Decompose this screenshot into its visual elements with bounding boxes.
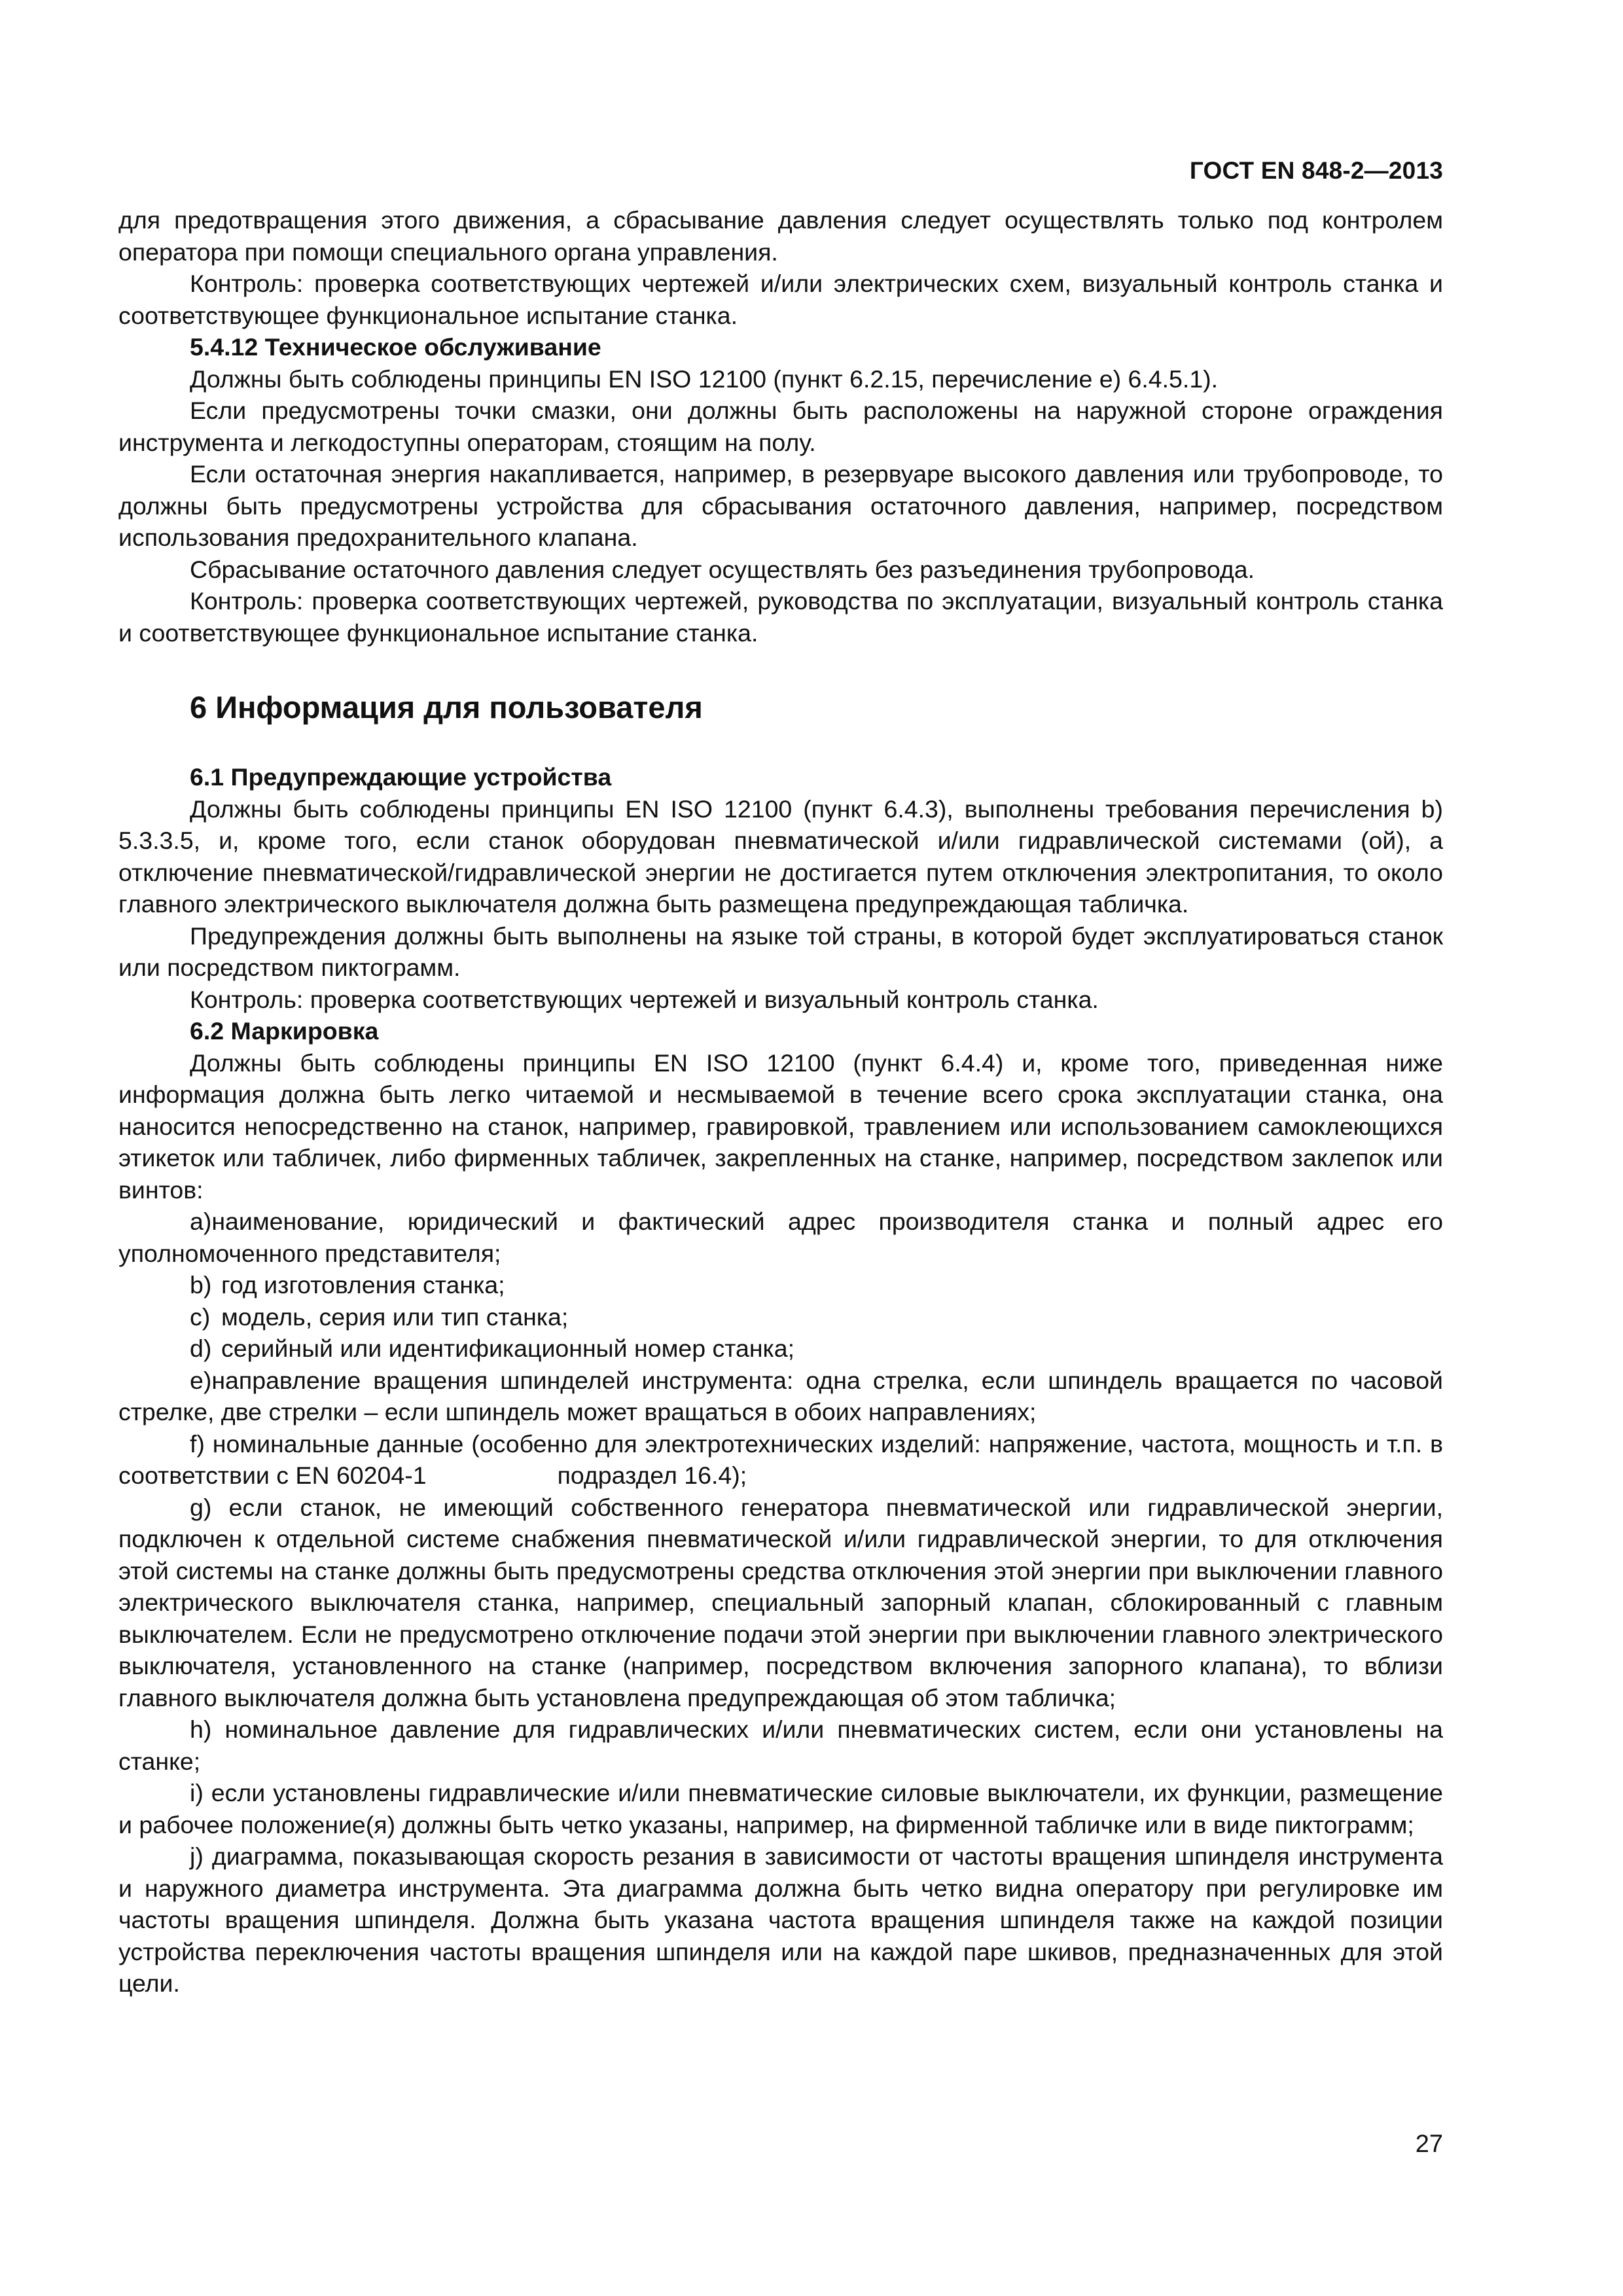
list-marker: e) bbox=[190, 1366, 212, 1394]
list-item-d bbox=[118, 1333, 1443, 1365]
list-marker: c) bbox=[190, 1302, 211, 1331]
paragraph: Должны быть соблюдены принципы EN ISO 12100 (пункт 6.4.4) и, кроме того, приведенная ниже информация должна быть легко читаемой и несмываемой в течение всего срока эксплуатации станка, она наносится непосредственно на станок, например, гравировкой, травлением или использованием самоклеющихся этикеток или табличек, либо фирменных табличек, закрепленных на станке, например, посредством заклепок или винтов: bbox=[118, 1049, 1443, 1204]
page-number: 27 bbox=[1415, 2130, 1443, 2158]
paragraph: Если предусмотрены точки смазки, они должны быть расположены на наружной стороне ограждения инструмента и легкодоступны операторам, стоящим на полу. bbox=[118, 397, 1443, 456]
subsection-heading-6-1: 6.1 Предупреждающие устройства bbox=[190, 763, 612, 791]
list-item-h: h) номинальное давление для гидравлических и/или пневматических систем, если они установлены на станке; bbox=[118, 1715, 1443, 1775]
paragraph: Сбрасывание остаточного давления следует осуществлять без разъединения трубопровода. bbox=[190, 555, 1255, 583]
paragraph: Если остаточная энергия накапливается, например, в резервуаре высокого давления или трубопроводе, то должны быть предусмотрены устройства для сбрасывания остаточного давления, например, посредством использования предохранительного клапана. bbox=[118, 460, 1443, 551]
list-item-g: g) если станок, не имеющий собственного генератора пневматической или гидравлической энергии, подключен к отдельной системе снабжения пневматической и/или гидравлической энергии, то для отключения этой системы на станке должны быть предусмотрены средства отключения этой энергии при выключении главного электрического выключателя станка, например, специальный запорный клапан, сблокированный с главным выключателем. Если не предусмотрено отключение подачи этой энергии при выключении главного электрического выключателя, установленного на станке (например, посредством включения запорного клапана), то вблизи главного выключателя должна быть установлена предупреждающая об этом табличка; bbox=[118, 1493, 1443, 1712]
list-marker: a) bbox=[190, 1208, 212, 1235]
document-code: ГОСТ EN 848-2—2013 bbox=[1189, 157, 1443, 184]
list-item-text: наименование, юридический и фактический адрес производителя станка и полный адрес его уполномоченного представителя; bbox=[118, 1208, 1443, 1267]
page-body bbox=[118, 204, 1443, 2000]
paragraph: для предотвращения этого движения, а сбрасывание давления следует осуществлять только под контролем оператора при помощи специального органа управления. bbox=[118, 206, 1443, 266]
paragraph: Должны быть соблюдены принципы EN ISO 12100 (пункт 6.2.15, перечисление е) 6.4.5.1). bbox=[190, 365, 1219, 393]
list-item-a bbox=[118, 1206, 1443, 1269]
list-item-e bbox=[118, 1365, 1443, 1428]
subsection-heading-5-4-12: 5.4.12 Техническое обслуживание bbox=[190, 333, 601, 361]
list-item-text: серийный или идентификационный номер станка; bbox=[221, 1335, 795, 1362]
paragraph: Должны быть соблюдены принципы EN ISO 12100 (пункт 6.4.3), выполнены требования перечисления b) 5.3.3.5, и, кроме того, если станок оборудован пневматической и/или гидравлической системами (ой), а отключение пневматической/гидравлической энергии не достигается путем отключения электропитания, то около главного электрического выключателя должна быть размещена предупреждающая табличка. bbox=[118, 795, 1443, 918]
list-item-text: направление вращения шпинделей инструмента: одна стрелка, если шпиндель вращается по часовой стрелке, две стрелки – если шпиндель может вращаться в обоих направлениях; bbox=[118, 1366, 1443, 1426]
list-marker: b) bbox=[190, 1271, 212, 1299]
list-item-j: j) диаграмма, показывающая скорость резания в зависимости от частоты вращения шпинделя инструмента и наружного диаметра инструмента. Эта диаграмма должна быть четко видна оператору при регулировке им частоты вращения шпинделя. Должна быть указана частота вращения шпинделя также на каждой позиции устройства переключения частоты вращения шпинделя или на каждой паре шкивов, предназначенных для этой цели. bbox=[118, 1842, 1443, 1997]
subsection-heading-6-2: 6.2 Маркировка bbox=[190, 1017, 379, 1045]
paragraph: Предупреждения должны быть выполнены на языке той страны, в которой будет эксплуатироваться станок или посредством пиктограмм. bbox=[118, 922, 1443, 981]
paragraph: Контроль: проверка соответствующих чертежей, руководства по эксплуатации, визуальный контроль станка и соответствующее функциональное испытание станка. bbox=[118, 587, 1443, 647]
list-marker: d) bbox=[190, 1335, 212, 1362]
list-item-text: модель, серия или тип станка; bbox=[221, 1302, 569, 1331]
paragraph: Контроль: проверка соответствующих чертежей и визуальный контроль станка. bbox=[190, 985, 1099, 1013]
list-item-b bbox=[118, 1269, 1443, 1301]
list-item-f bbox=[118, 1428, 1443, 1492]
list-item-text: f) номинальные данные (особенно для электротехнических изделий: напряжение, частота, мощность и т.п. в соответствии с EN 60204-1 bbox=[118, 1429, 1443, 1489]
list-item-c bbox=[118, 1301, 1443, 1333]
section-heading-6: 6 Информация для пользователя bbox=[190, 690, 703, 725]
list-item-text: год изготовления станка; bbox=[221, 1271, 505, 1299]
list-item-i: i) если установлены гидравлические и/или пневматические силовые выключатели, их функции, размещение и рабочее положение(я) должны быть четко указаны, например, на фирменной табличке или в виде пиктограмм; bbox=[118, 1779, 1443, 1839]
paragraph: Контроль: проверка соответствующих чертежей и/или электрических схем, визуальный контроль станка и соответствующее функциональное испытание станка. bbox=[118, 270, 1443, 329]
list-item-text: подраздел 16.4); bbox=[557, 1462, 747, 1489]
